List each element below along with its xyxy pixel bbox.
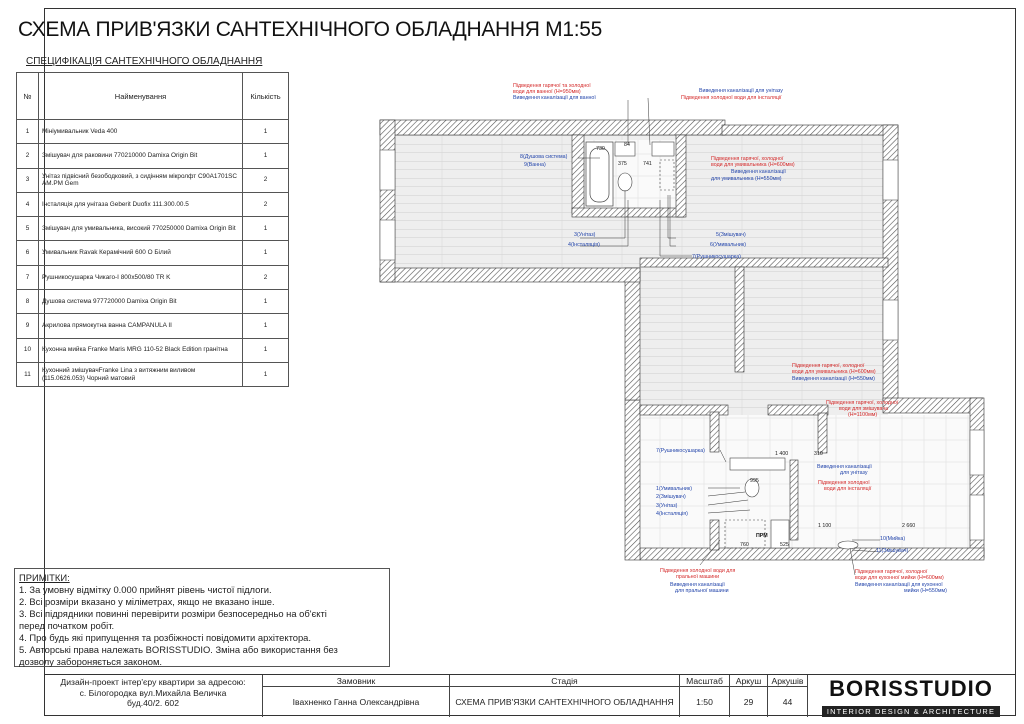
title-block	[44, 674, 1016, 716]
fixture-label: 6(Умивальник)	[710, 242, 746, 248]
scale-label: Масштаб	[680, 675, 729, 687]
annotation-drain: Виведення каналізації	[731, 169, 786, 175]
dim: 310	[814, 451, 823, 457]
notes-box	[14, 568, 390, 667]
row-name: Змішувач для умивальника, високий 770250000 Damixa Origin Bit	[38, 217, 242, 241]
table-row	[17, 265, 289, 289]
row-qty: 1	[243, 338, 289, 362]
annotation-supply: (Н=1100мм)	[848, 412, 878, 418]
dim: 995	[750, 478, 759, 484]
annotation-drain: мийки (Н=550мм)	[904, 588, 947, 594]
dim: 1 400	[775, 451, 789, 457]
dim: 730	[596, 146, 605, 152]
table-row	[17, 338, 289, 362]
stage-value: СХЕМА ПРИВ'ЯЗКИ САНТЕХНІЧНОГО ОБЛАДНАННЯ	[455, 697, 674, 707]
fixture-label: 1(Умивальник)	[656, 486, 692, 492]
client-value: Івахненко Ганна Олександрівна	[292, 697, 420, 707]
row-name: Кухонний змішувачFranke Lina з витяжним виливом (115.0626.053) Чорний матовий	[38, 362, 242, 386]
row-name: Мініумивальник Veda 400	[38, 120, 242, 144]
annotation-drain: Виведення каналізації	[817, 464, 872, 470]
annotation-supply: води для ванної (Н=950мм)	[513, 89, 581, 95]
annotation-drain: Виведення каналізації	[670, 582, 725, 588]
row-qty: 1	[243, 217, 289, 241]
drawing-title: СХЕМА ПРИВ'ЯЗКИ САНТЕХНІЧНОГО ОБЛАДНАННЯ М1:55	[18, 18, 603, 41]
row-no: 10	[17, 338, 39, 362]
row-qty: 2	[243, 265, 289, 289]
client-label: Замовник	[263, 675, 449, 687]
address-line: буд.40/2. 602	[127, 698, 179, 708]
spec-col-name: Найменування	[38, 73, 242, 120]
stage-cell	[450, 675, 680, 717]
row-name: Душова система 977720000 Damixa Origin Bit	[38, 290, 242, 314]
sheets-cell	[768, 675, 808, 717]
fixture-label: 2(Змішувач)	[656, 494, 686, 500]
row-qty: 1	[243, 241, 289, 265]
table-row	[17, 241, 289, 265]
address-line: с. Білогородка вул.Михайла Величка	[79, 687, 227, 698]
row-name: Інсталяція для унітаза Geberit Duofix 111.300.00.5	[38, 192, 242, 216]
row-qty: 1	[243, 144, 289, 168]
floor-plan	[345, 78, 995, 623]
spec-header-row	[17, 73, 289, 120]
table-row	[17, 314, 289, 338]
row-name: Кухонна мийка Franke Maris MRG 110-52 Black Edition гранітна	[38, 338, 242, 362]
stage-label: Стадія	[450, 675, 679, 687]
annotation-supply: Підведення холодної	[818, 480, 870, 486]
row-no: 1	[17, 120, 39, 144]
row-name: Змішувач для раковини 770210000 Damixa Origin Bit	[38, 144, 242, 168]
table-row	[17, 217, 289, 241]
notes-line: 4. Про будь які припущення та розбіжності повідомити архітектора.	[19, 632, 312, 643]
annotation-supply: води для інсталяції	[824, 486, 872, 492]
row-qty: 1	[243, 314, 289, 338]
fixture-label: 5(Змішувач)	[716, 232, 746, 238]
logo-text: BORISSTUDIO	[829, 676, 993, 701]
annotation-supply: Підведення гарячої та холодної	[513, 83, 591, 89]
annotation-drain: Виведення каналізації для ванної	[513, 95, 596, 101]
notes-line: 2. Всі розміри вказано у міліметрах, якщо не вказано інше.	[19, 596, 275, 607]
scale-cell	[680, 675, 730, 717]
dim: 741	[643, 161, 652, 167]
annotation-supply: води для кухонної мийки (Н=600мм)	[855, 575, 944, 581]
row-no: 11	[17, 362, 39, 386]
annotation-supply: Підведення гарячої, холодної	[711, 156, 784, 162]
row-name: Акрилова прямокутна ванна CAMPANULA II	[38, 314, 242, 338]
studio-logo	[810, 677, 1012, 715]
fixture-label: 7(Рушникосушарка)	[656, 448, 705, 454]
annotation-supply: пральної машини	[676, 574, 720, 580]
annotation-drain: для пральної машини	[675, 588, 729, 594]
row-no: 6	[17, 241, 39, 265]
sheet-label: Аркуш	[730, 675, 767, 687]
fixture-label: 3(Унітаз)	[574, 232, 596, 238]
annotation-drain: Виведення каналізації для унітазу	[699, 88, 783, 94]
annotation-drain: для умивальника (Н=550мм)	[711, 176, 782, 182]
kitchen-floor	[640, 415, 975, 555]
fixture-label: 10(Мийка)	[880, 536, 906, 542]
annotation-drain: Виведення каналізації (Н=550мм)	[792, 376, 875, 382]
table-row	[17, 362, 289, 386]
row-qty: 2	[243, 168, 289, 192]
dim: 375	[618, 161, 627, 167]
fixture-label: 8(Душова система)	[520, 154, 568, 160]
row-no: 3	[17, 168, 39, 192]
fixture-label: 9(Ванна)	[524, 162, 546, 168]
sheets-label: Аркушів	[768, 675, 807, 687]
dim: 525	[780, 542, 789, 548]
notes-line: дозволу забороняється законом.	[19, 656, 163, 667]
fixture-label: 7(Рушникосушарка)	[692, 254, 741, 260]
dim: 760	[740, 542, 749, 548]
notes-line: 1. За умовну відмітку 0.000 прийнят рівень чистої підлоги.	[19, 584, 272, 595]
row-no: 2	[17, 144, 39, 168]
sheet-value: 29	[743, 697, 754, 707]
notes-line: перед початком робіт.	[19, 620, 115, 631]
scale-value: 1:50	[696, 697, 713, 707]
row-qty: 1	[243, 362, 289, 386]
row-name: Унітаз підвісний безободковий, з сидінням мікролфт C90A1701SC AM.PM Gem	[38, 168, 242, 192]
table-row	[17, 168, 289, 192]
spec-col-qty: Кількість	[243, 73, 289, 120]
table-row	[17, 192, 289, 216]
fixture-label: 4(Інсталяція)	[656, 511, 688, 517]
sheets-value: 44	[782, 697, 793, 707]
row-name: Умивальник Ravak Керамічний 600 O Білий	[38, 241, 242, 265]
annotation-supply: води для змішувача	[839, 406, 889, 412]
annotation-drain: для унітазу	[840, 470, 868, 476]
dim: 84	[624, 142, 630, 148]
dim: 2 660	[902, 523, 916, 529]
washing-machine-label: ПРМ	[756, 533, 768, 539]
notes-title: ПРИМІТКИ:	[19, 572, 70, 583]
table-row	[17, 120, 289, 144]
annotation-supply: води для умивальника (Н=600мм)	[792, 369, 876, 375]
address-line: Дизайн-проект інтер'єру квартири за адресою:	[60, 677, 246, 687]
notes-line: 3. Всі підрядники повинні перевірити розміри безпосередньо на об'єкті	[19, 608, 327, 619]
annotation-supply: Підведення гарячої, холодної	[826, 400, 899, 406]
row-no: 4	[17, 192, 39, 216]
row-qty: 1	[243, 120, 289, 144]
row-qty: 1	[243, 290, 289, 314]
fixture-label: 11(Змішувач)	[876, 548, 909, 554]
row-no: 5	[17, 217, 39, 241]
annotation-supply: Підведення холодної води для інсталяції	[681, 95, 782, 101]
annotation-drain: Виведення каналізації для кухонної	[855, 582, 943, 588]
table-row	[17, 144, 289, 168]
sheet-cell	[730, 675, 768, 717]
fixture-label: 3(Унітаз)	[656, 503, 678, 509]
spec-heading: СПЕЦИФІКАЦІЯ САНТЕХНІЧНОГО ОБЛАДНАННЯ	[26, 56, 263, 67]
table-row	[17, 290, 289, 314]
row-no: 7	[17, 265, 39, 289]
spec-col-no: №	[17, 73, 39, 120]
annotation-supply: Підведення холодної води для	[660, 568, 736, 574]
row-no: 9	[17, 314, 39, 338]
annotation-supply: Підведення гарячої, холодної	[855, 569, 928, 575]
row-name: Рушникосушарка Чикаго-І 800х500/80 TR K	[38, 265, 242, 289]
row-qty: 2	[243, 192, 289, 216]
notes-line: 5. Авторські права належать BORISSTUDIO. Зміна або використання без	[19, 644, 338, 655]
annotation-supply: води для умивальника (Н=600мм)	[711, 162, 795, 168]
client-cell	[263, 675, 450, 717]
fixture-label: 4(Інсталяція)	[568, 242, 600, 248]
row-no: 8	[17, 290, 39, 314]
spec-table	[16, 72, 289, 387]
project-address	[44, 675, 263, 717]
annotation-supply: Підведення гарячої, холодної	[792, 363, 865, 369]
logo-subtitle: INTERIOR DESIGN & ARCHITECTURE	[822, 706, 1000, 717]
dim: 1 100	[818, 523, 832, 529]
